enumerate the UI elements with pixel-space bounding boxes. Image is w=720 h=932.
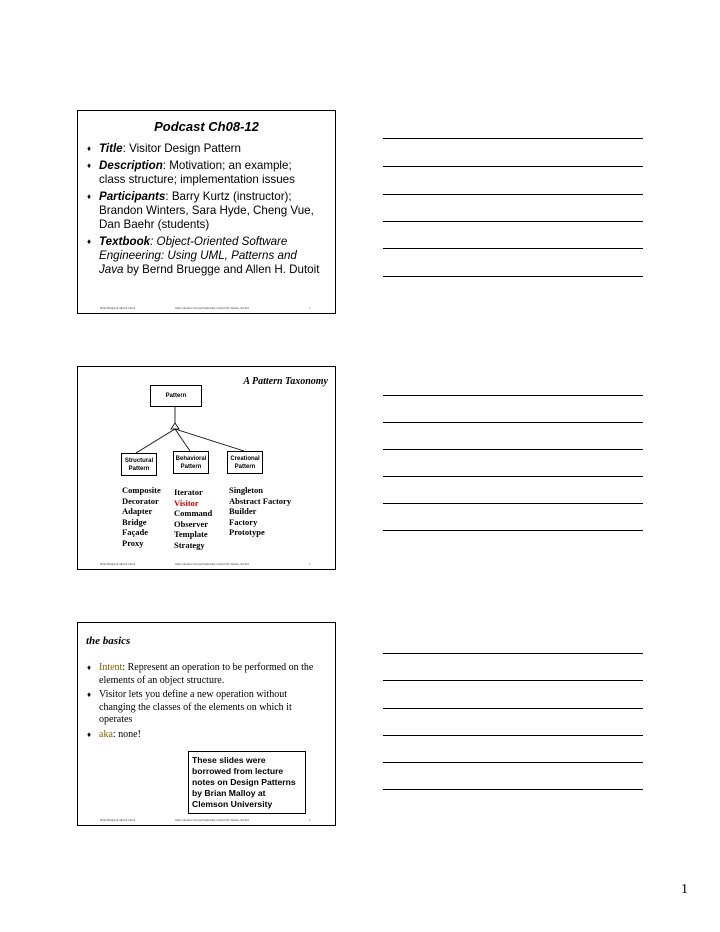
- creational-pattern-box: Creational Pattern: [227, 451, 263, 474]
- diamond-bullet-icon: ♦: [87, 192, 92, 201]
- bullet-item: ♦ aka: none!: [87, 728, 141, 740]
- diamond-bullet-icon: ♦: [87, 161, 92, 170]
- page-number: 1: [681, 882, 688, 897]
- bullet-item: ♦ Title: Visitor Design Pattern: [87, 142, 241, 155]
- slide-2: A Pattern Taxonomy Pattern Structural Pattern Behavioral Pattern Creational Pattern Composite Decorator Adapter Bridge Façade Proxy Iterator Visitor Command Observer Template Strategy Singleton Abstract Factory Builder Factory Prototype Bernd Bruegge & Allen H. Dutoit Object-Oriented Software Engineering: Using UML, Patterns, and Java 2: [77, 366, 336, 570]
- credit-note-box: These slides were borrowed from lecture notes on Design Patterns by Brian Malloy at Clemson University: [188, 751, 306, 814]
- bullet-list: [86, 662, 321, 743]
- bullet-list: [86, 142, 321, 280]
- structural-list: Composite Decorator Adapter Bridge Façade Proxy: [122, 485, 161, 548]
- bullet-item: ♦ Textbook: Object-Oriented Software Engineering: Using UML, Patterns and Java by Bernd Bruegge and Allen H. Dutoit: [87, 235, 320, 276]
- slide-3: the basics ♦ Intent: Represent an operation to be performed on the elements of an object structure. ♦ Visitor lets you define a new operation without changing the classes of the elements on which it operates ♦ aka: none! These slides were borrowed from lecture notes on Design Patterns by Brian Malloy at Clemson University Bernd Bruegge & Allen H. Dutoit Object-Oriented Software Engineering: Using UML, Patterns, and Java 3: [77, 622, 336, 826]
- slide-title: Podcast Ch08-12: [154, 119, 259, 134]
- diamond-bullet-icon: ♦: [87, 663, 92, 672]
- behavioral-list: Iterator Visitor Command Observer Template Strategy: [174, 487, 213, 550]
- bullet-item: ♦ Participants: Barry Kurtz (instructor); Brandon Winters, Sara Hyde, Cheng Vue, Dan Baehr (students): [87, 190, 314, 231]
- diamond-bullet-icon: ♦: [87, 144, 92, 153]
- bullet-item: ♦ Description: Motivation; an example; class structure; implementation issues: [87, 159, 295, 186]
- bullet-item: ♦ Intent: Represent an operation to be performed on the elements of an object structure.: [87, 662, 314, 686]
- diamond-bullet-icon: ♦: [87, 729, 92, 739]
- creational-list: Singleton Abstract Factory Builder Factory Prototype: [229, 485, 292, 537]
- bullet-item: ♦ Visitor lets you define a new operation without changing the classes of the elements on which it operates: [87, 689, 292, 725]
- slide-title: A Pattern Taxonomy: [243, 376, 328, 387]
- slide-1: Podcast Ch08-12 ♦ Title: Visitor Design Pattern ♦ Description: Motivation; an example; class structure; implementation issues ♦ Participants: Barry Kurtz (instructor); Brandon Winters, Sara Hyde, Cheng Vue, Dan Baehr (students) ♦ Textbook: Object-Oriented Software Engineering: Using UML, Patterns and Java by Bernd Bruegge and Allen H. Dutoit Bernd Bruegge & Allen H. Dutoit Object-Oriented Software Engineering: Using UML, Patterns, and Java 1: [77, 110, 336, 314]
- pattern-root-box: Pattern: [150, 385, 202, 407]
- structural-pattern-box: Structural Pattern: [121, 453, 157, 476]
- behavioral-pattern-box: Behavioral Pattern: [173, 451, 209, 474]
- slide-title: the basics: [86, 635, 131, 647]
- diamond-bullet-icon: ♦: [87, 690, 92, 699]
- diamond-bullet-icon: ♦: [87, 237, 92, 246]
